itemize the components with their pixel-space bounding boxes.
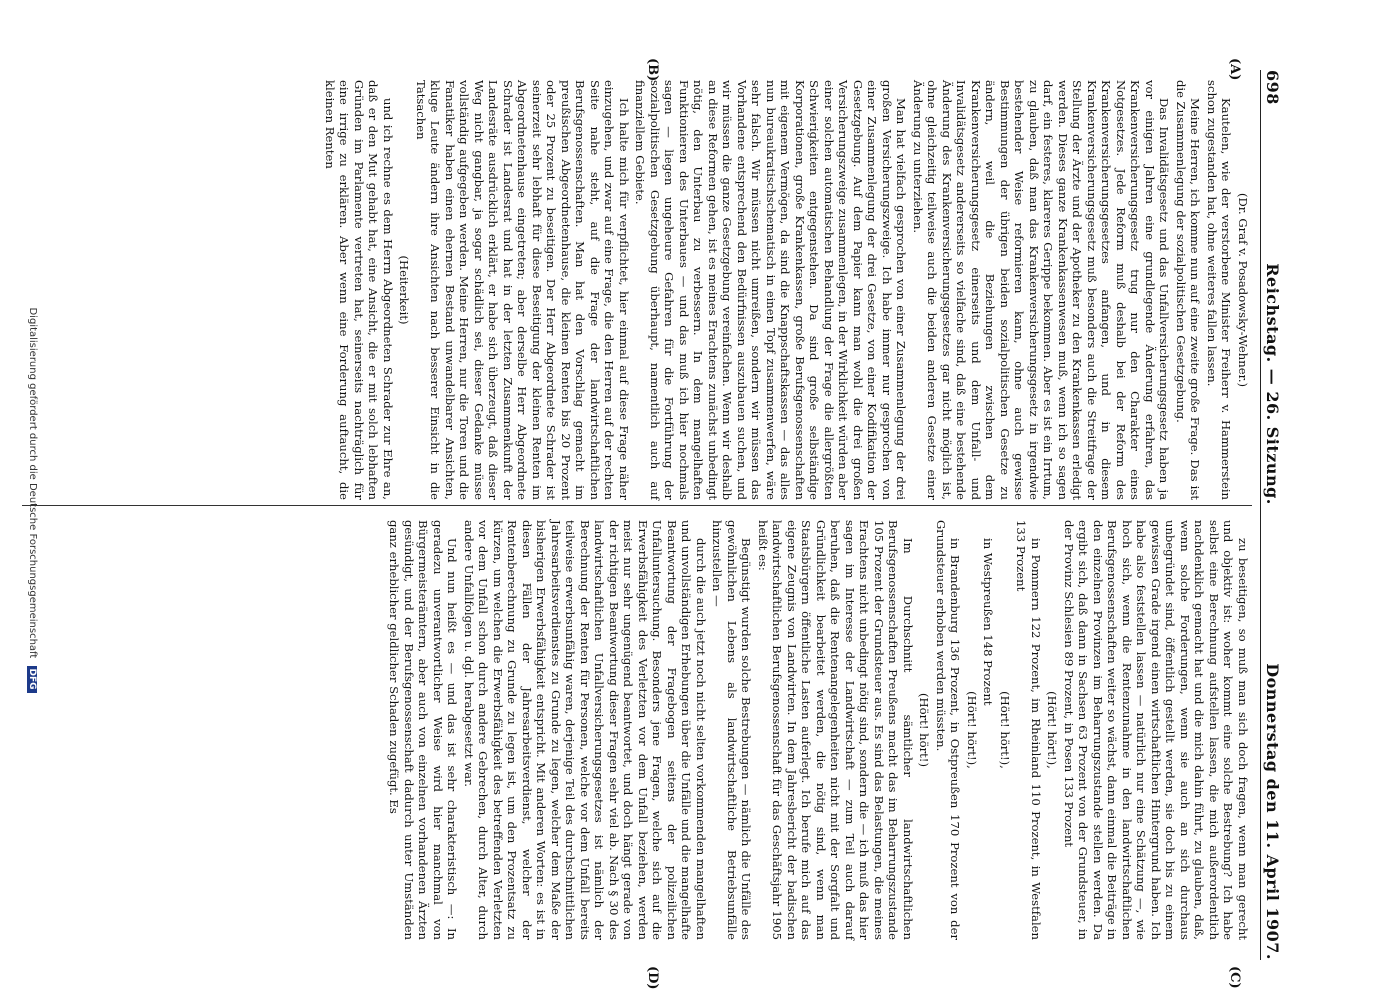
paragraph: in Westpreußen 148 Prozent	[981, 538, 996, 706]
paragraph: in Brandenburg 136 Prozent, in Ostpreußen 170 Prozent von der Grundsteuer erhoben werden müssten.	[934, 520, 963, 940]
page-number: 698	[1263, 70, 1282, 105]
paragraph: zu beseitigen, so muß man sich doch fragen, wenn man gerecht und objektiv ist: woher kommt eine solche Bestrebung? Ich habe selbst eine Berechnung aufstellen lassen, die mich außerordentlich nachdenklich gemacht hat und die mich dahin führt, zu glauben, daß, wenn solche Forderungen, wenn sie auch an sich durchaus unbegründet sind, öffentlich gestellt werden, sie doch bis zu einem gewissen Grade irgend einen wirtschaftlichen Hintergrund haben. Ich habe also feststellen lassen — natürlich nur eine Schätzung —, wie hoch sich, wenn die Rentenzunahme in den landwirtschaftlichen Berufsgenossenschaften weiter so wächst, dann einmal die Beiträge in den einzelnen Provinzen im Beharrungszustande stellen werden. Da ergibt sich, daß dann in Sachsen 63 Prozent von der Grundsteuer, in der Provinz Schlesien 89 Prozent, in Posen 133 Prozent	[1062, 520, 1250, 940]
interjection: (Hört! hört!),	[998, 691, 1012, 769]
margin-marker-d: (D)	[645, 966, 660, 990]
interjection: (Hört! hört!)	[917, 693, 932, 767]
column-divider	[22, 505, 1252, 506]
speaker-note: (Dr. Graf v. Posadowsky-Wehner.)	[1236, 192, 1250, 388]
paragraph: und ich rechne es dem Herrn Abgeordneten Schrader zur Ehre an, daß er den Mut gehabt hat, eine Ansicht, die er mit solch lebhaften Gründen im Parlamente vertreten hat, seinerseits nachträglich für eine irrige zu erklären. Aber wenn eine Forderung auftaucht, die kleinen Renten	[323, 80, 395, 500]
paragraph: Man hat vielfach gesprochen von einer Zusammenlegung der drei großen Versicherungszweige. Ich habe immer nur gesprochen von einer Zusammenlegung der drei Gesetze, von einer Kodifikation der Gesetzgebung. Auf dem Papier kann man wohl die drei großen Versicherungszweige zusammenlegen, in der Wirklichkeit würden aber einer solchen automatischen Behandlung der Frage die allergrößten Schwierigkeiten entgegenstehen. Da sind große selbständige Korporationen, große Krankenkassen, große Berufsgenossenschaften mit eigenem Vermögen, da sind die Knappschaftskassen — das alles nun bureaukratischschematisch in einen Topf zusammenwerfen, wäre sehr falsch. Wir müssen nicht umreißen, sondern wir müssen das Vorhandene entsprechend den Bedürfnissen auszubauen suchen, und wir müssen die ganze Gesetzgebung vereinfachen. Wenn wir deshalb an diese Reformen gehen, ist es meines Erachtens zunächst unbedingt nötig, den Unterbau zu verbessern. In dem mangelhaften Funktionieren des Unterbaues — und das muß ich hier nochmals sagen — liegen ungeheure Gefahren für die Fortführung der sozialpolitischen Gesetzgebung überhaupt, namentlich auch auf finanziellem Gebiete.	[633, 80, 909, 500]
interjection: (Hört! hört!),	[1045, 691, 1060, 769]
quote-paragraph: Begünstigt wurden solche Bestrebungen — nämlich die Unfälle des gewöhnlichen Lebens als landwirtschaftliche Betriebsunfälle hinzustellen —	[710, 520, 754, 940]
header-session: Reichstag. — 26. Sitzung.	[1263, 263, 1282, 505]
dfg-logo: DFG	[27, 666, 37, 693]
interjection: (Heiterkeit)	[397, 255, 412, 325]
paragraph: Das Invalidätsgesetz und das Unfallversicherungsgesetz haben ja vor einigen Jahren eine grundlegende Änderung erfahren, das Krankenversicherungsgesetz trug nur den Charakter eines Notgesetzes. Jede Reform muß deshalb bei der Reform des Krankenversicherungsgesetzes anfangen, und in diesem Krankenversicherungsgesetz muß besonders auch die Streitfrage der Stellung der Ärzte und der Apotheker zu den Krankenkassen erledigt werden. Dieses ganze Krankenkassenwesen muß, wenn ich so sagen darf, ein festeres, klareres Gerippe bekommen. Aber es ist ein Irrtum, zu glauben, daß man das Krankenversicherungsgesetz in irgendwie bestehender Weise reformieren kann, ohne auch gewisse Bestimmungen der übrigen beiden sozialpolitischen Gesetze zu ändern, weil die Beziehungen zwischen dem Krankenversicherungsgesetz einerseits und dem Unfall- und Invalidätsgesetz andererseits so vielfache sind, daß eine bestehende Änderung des Krankenversicherungsgesetzes gar nicht möglich ist, ohne gleichzeitig teilweise auch die beiden anderen Gesetze einer Änderung zu unterziehen.	[911, 80, 1172, 500]
interjection: (Hört! hört!),	[965, 691, 979, 769]
paragraph: Und nun heißt es — und das ist sehr charakteristisch —: In geradezu unverantwortlicher Weise wird hier manchmal von Bürgermeisterämtern, aber auch von einzelnen vorhandenen Ärzten gesündigt, und der Berufsgenossenschaft dadurch unter Umständen ganz erheblicher geldlicher Schaden zugefügt. Es	[387, 520, 460, 940]
header-date: Donnerstag den 11. April 1907.	[1263, 663, 1282, 960]
left-column	[321, 80, 1251, 500]
margin-marker-b: (B)	[645, 58, 660, 82]
margin-marker-a: (A)	[1227, 58, 1242, 81]
paragraph: Meine Herren, ich komme nun auf eine zweite große Frage. Das ist die Zusammenlegung der sozialpolitischen Gesetzgebung.	[1174, 80, 1203, 500]
right-column	[385, 520, 1250, 940]
page-header	[1260, 70, 1282, 960]
paragraph: in Pommern 122 Prozent, im Rheinland 110 Prozent, in Westfalen 133 Prozent	[1014, 520, 1043, 940]
quote-paragraph: durch die auch jetzt noch nicht selten vorkommenden mangelhaften und unvollständigen Erhebungen über die Unfälle und die mangelhafte Beantwortung der Fragebogen seitens der polizeilichen Unfalluntersuchung. Besonders jene Fragen, welche sich auf die Erwerbsfähigkeit des Verletzten vor dem Unfall beziehen, werden meist nur sehr ungenügend beantwortet, und doch hängt gerade von der richtigen Beantwortung dieser Fragen sehr viel ab. Nach § 30 des landwirtschaftlichen Unfallversicherungsgesetzes ist nämlich der Berechnung der Renten für Personen, welche vor dem Unfall bereits teilweise erwerbsunfähig waren, derjenige Teil des durchschnittlichen Jahresarbeitsverdienstes zu Grunde zu legen, welcher dem Maße der bisherigen Erwerbsfähigkeit entspricht. Mit anderen Worten: es ist in diesen Fällen der Jahresarbeitsverdienst, welcher der Rentenberechnung zu Grunde zu legen ist, um den Prozentsatz zu kürzen, um welchen die Erwerbsfähigkeit des betreffenden Verletzten vor dem Unfall schon durch andere Gebrechen, durch Alter, durch andere Unfallfolgen u. dgl. herabgesetzt war.	[462, 520, 708, 940]
margin-marker-c: (C)	[1227, 966, 1242, 989]
paragraph: Im Durchschnitt sämtlicher landwirtschaftlichen Berufsgenossenschaften Preußens macht das im Beharrungszustande 105 Prozent der Grundsteuer aus. Es sind das Belastungen, die meines Erachtens nicht unbedingt nötig sind, sondern die — ich muß das hier sagen im Interesse der Landwirtschaft — zum Teil auch darauf beruhen, daß die Rentenangelegenheiten nicht mit der Sorgfalt und Gründlichkeit bearbeitet werden, die nötig sind, wenn man Staatsbürgern öffentliche Lasten auferlegt. Ich berufe mich auf das eigene Zeugnis von Landwirten. In dem Jahresbericht der badischen landwirtschaftlichen Berufsgenossenschaft für das Geschäftsjahr 1905 heißt es:	[756, 520, 915, 940]
footer-text: Digitalisierung gefördert durch die Deutsche Forschungsgemeinschaft	[27, 307, 38, 659]
digitization-footer	[27, 120, 38, 880]
paragraph: Kautelen, wie der verstorbene Minister Freiherr v. Hammerstein schon zugestanden hat, ohne weiteres fallen lassen.	[1205, 80, 1234, 500]
paragraph: Ich halte mich für verpflichtet, hier einmal auf diese Frage näher einzugehen, und zwar auf eine Frage, die den Herren auf der rechten Seite nahe steht, auf die Frage der landwirtschaftlichen Berufsgenossenschaften. Man hat den Vorschlag gemacht im preußischen Abgeordnetenhause, die kleinen Renten bis 20 Prozent oder 25 Prozent zu beseitigen. Der Herr Abgeordnete Schrader ist seinerzeit sehr lebhaft für diese Beseitigung der kleinen Renten im Abgeordnetenhause eingetreten; aber derselbe Herr Abgeordnete Schrader ist Landesrat und hat in der letzten Zusammenkunft der Landesräte ausdrücklich erklärt, er habe sich überzeugt, daß dieser Weg nicht gangbar, ja sogar schädlich sei, dieser Gedanke müsse vollständig aufgegeben werden. Meine Herren, nur die Toren und die Fanatiker haben einen ehernen Bestand unwandelbarer Ansichten, kluge Leute ändern ihre Ansichten nach besserer Einsicht in die Tatsachen	[414, 80, 631, 500]
